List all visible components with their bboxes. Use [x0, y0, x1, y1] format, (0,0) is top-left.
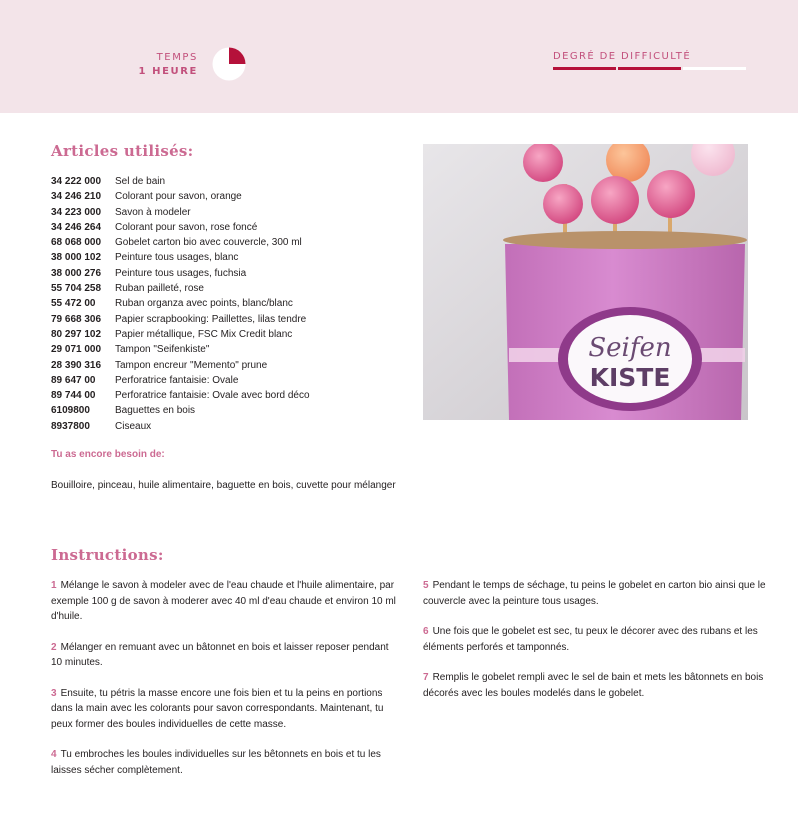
step-number: 7: [423, 672, 429, 683]
article-item: [51, 266, 411, 281]
article-item: [51, 419, 411, 434]
step-text: Tu embroches les boules individuelles sur les bêtonnets en bois et tu les laisses sécher complètement.: [51, 749, 381, 776]
product-photo: [423, 144, 748, 420]
step-number: 1: [51, 580, 57, 591]
instruction-step: [423, 578, 768, 609]
step-text: Mélange le savon à modeler avec de l'eau chaude et l'huile alimentaire, par exemple 100 g de savon à moderer avec 40 ml d'eau chaude et environ 10 ml d'huile.: [51, 580, 396, 622]
article-label: Baguettes en bois: [115, 405, 196, 417]
article-item: [51, 327, 411, 342]
clock-icon: [212, 47, 246, 81]
step-text: Une fois que le gobelet est sec, tu peux le décorer avec des rubans et les éléments perforés et tamponnés.: [423, 626, 758, 653]
article-label: Tampon encreur "Memento" prune: [115, 359, 268, 371]
article-item: [51, 358, 411, 373]
instruction-step: [51, 578, 396, 625]
time-title: TEMPS: [156, 52, 198, 63]
article-number: 79 668 306: [51, 313, 102, 325]
article-label: Papier scrapbooking: Paillettes, lilas tendre: [115, 313, 307, 325]
instruction-step: [423, 670, 768, 701]
article-label: Peinture tous usages, blanc: [115, 252, 239, 264]
article-number: 80 297 102: [51, 328, 102, 340]
article-number: 8937800: [51, 420, 90, 432]
stamp-line1: Seifen: [588, 333, 672, 363]
article-number: 34 222 000: [51, 176, 102, 187]
extra-heading: Tu as encore besoin de:: [51, 449, 165, 460]
instructions-heading: Instructions:: [51, 546, 164, 564]
article-item: [51, 312, 411, 327]
article-number: 34 223 000: [51, 206, 102, 218]
article-number: 89 647 00: [51, 374, 96, 386]
article-number: 34 246 210: [51, 191, 102, 203]
article-label: Ciseaux: [115, 420, 152, 432]
step-number: 5: [423, 580, 429, 591]
instruction-step: [423, 624, 768, 655]
article-number: 55 472 00: [51, 298, 96, 310]
article-label: Sel de bain: [115, 176, 166, 187]
article-number: 55 704 258: [51, 283, 102, 295]
article-number: 38 000 276: [51, 267, 102, 279]
article-label: Colorant pour savon, rose foncé: [115, 221, 258, 233]
article-label: Gobelet carton bio avec couvercle, 300 ml: [115, 237, 302, 249]
step-text: Ensuite, tu pétris la masse encore une fois bien et tu la peins en portions dans la main avec les colorants pour savon correspondants. Maintenant, tu peux former des boules individuelles de cette masse.: [51, 687, 384, 730]
article-item: [51, 403, 411, 418]
articles-heading: Articles utilisés:: [51, 142, 194, 160]
article-item: [51, 174, 411, 189]
article-label: Peinture tous usages, fuchsia: [115, 267, 247, 279]
article-item: [51, 281, 411, 296]
difficulty-segment: [618, 67, 681, 70]
article-label: Ruban organza avec points, blanc/blanc: [115, 298, 293, 310]
article-label: Papier métallique, FSC Mix Credit blanc: [115, 328, 293, 340]
article-label: Colorant pour savon, orange: [115, 191, 242, 203]
article-item: [51, 342, 411, 357]
step-number: 4: [51, 749, 57, 760]
difficulty-title: DEGRÉ DE DIFFICULTÉ: [553, 51, 692, 62]
article-number: 6109800: [51, 405, 90, 417]
instructions-right: [423, 578, 768, 716]
article-item: [51, 205, 411, 220]
article-number: 38 000 102: [51, 252, 102, 264]
article-number: 34 246 264: [51, 221, 102, 233]
step-text: Pendant le temps de séchage, tu peins le gobelet en carton bio ainsi que le couvercle avec la peinture tous usages.: [423, 580, 766, 607]
article-item: [51, 235, 411, 250]
article-number: 68 068 000: [51, 237, 102, 249]
step-number: 2: [51, 641, 57, 653]
article-label: Savon à modeler: [115, 206, 191, 218]
article-label: Tampon "Seifenkiste": [115, 344, 210, 356]
article-label: Perforatrice fantaisie: Ovale avec bord déco: [115, 390, 310, 402]
article-item: [51, 388, 411, 403]
instruction-step: [51, 747, 396, 778]
step-number: 3: [51, 687, 57, 699]
article-label: Ruban pailleté, rose: [115, 283, 204, 295]
instructions-left: [51, 578, 396, 793]
article-item: [51, 250, 411, 265]
article-number: 29 071 000: [51, 344, 102, 356]
article-item: [51, 373, 411, 388]
article-label: Perforatrice fantaisie: Ovale: [115, 374, 239, 386]
step-text: Mélanger en remuant avec un bâtonnet en bois et laisser reposer pendant 10 minutes.: [51, 641, 389, 668]
instruction-step: [51, 640, 396, 671]
difficulty-segment: [553, 67, 616, 70]
step-number: 6: [423, 626, 429, 637]
article-item: [51, 220, 411, 235]
time-label: [139, 51, 199, 79]
stamp-line2: KISTE: [589, 363, 671, 392]
extra-text: Bouilloire, pinceau, huile alimentaire, baguette en bois, cuvette pour mélanger: [51, 480, 396, 491]
time-value: 1 HEURE: [138, 66, 198, 77]
instruction-step: [51, 686, 396, 733]
step-text: Remplis le gobelet rempli avec le sel de bain et mets les bâtonnets en bois décorés avec les boules modelés dans le gobelet.: [423, 672, 764, 699]
article-number: 89 744 00: [51, 390, 96, 402]
article-item: [51, 189, 411, 204]
difficulty-segment: [683, 67, 746, 70]
article-number: 28 390 316: [51, 359, 102, 371]
article-item: [51, 296, 411, 311]
articles-list: [51, 174, 411, 434]
